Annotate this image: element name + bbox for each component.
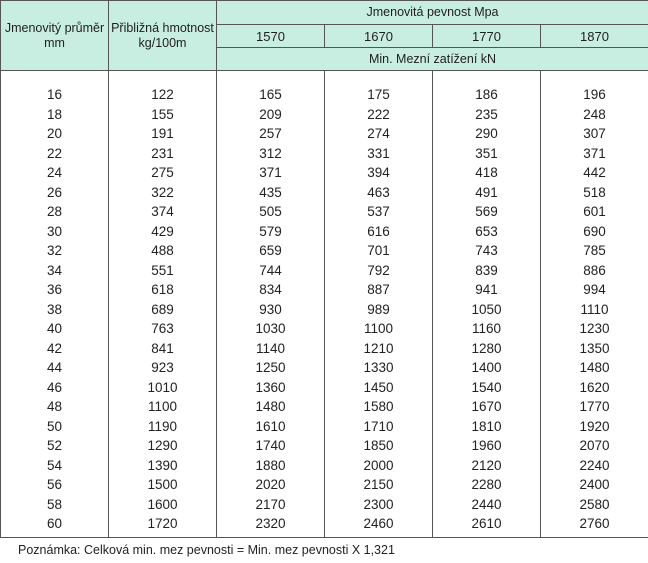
table-cell: 537 bbox=[325, 202, 433, 222]
table-cell: 1920 bbox=[541, 417, 648, 437]
table-cell: 2000 bbox=[325, 456, 433, 476]
table-cell: 40 bbox=[1, 319, 109, 339]
table-cell: 1350 bbox=[541, 339, 648, 359]
table-row bbox=[1, 124, 648, 144]
table-row bbox=[1, 436, 648, 456]
table-cell: 1810 bbox=[433, 417, 541, 437]
table-cell: 209 bbox=[217, 105, 325, 125]
table-cell: 1160 bbox=[433, 319, 541, 339]
table-cell: 2240 bbox=[541, 456, 648, 476]
table-cell: 155 bbox=[109, 105, 217, 125]
table-cell: 322 bbox=[109, 183, 217, 203]
header-weight: Přibližná hmotnost kg/100m bbox=[109, 1, 217, 71]
table-cell: 1050 bbox=[433, 300, 541, 320]
table-cell: 1480 bbox=[217, 397, 325, 417]
table-cell: 257 bbox=[217, 124, 325, 144]
table-cell: 331 bbox=[325, 144, 433, 164]
table-cell: 1740 bbox=[217, 436, 325, 456]
header-grade-1570: 1570 bbox=[217, 25, 325, 48]
table-row bbox=[1, 163, 648, 183]
table-cell: 701 bbox=[325, 241, 433, 261]
table-cell: 989 bbox=[325, 300, 433, 320]
table-cell: 165 bbox=[217, 85, 325, 105]
table-cell: 488 bbox=[109, 241, 217, 261]
table-cell: 26 bbox=[1, 183, 109, 203]
table-cell: 689 bbox=[109, 300, 217, 320]
header-grade-1870: 1870 bbox=[541, 25, 648, 48]
table-cell: 1390 bbox=[109, 456, 217, 476]
table-cell: 792 bbox=[325, 261, 433, 281]
table-cell: 1620 bbox=[541, 378, 648, 398]
table-row bbox=[1, 105, 648, 125]
table-cell: 2760 bbox=[541, 514, 648, 538]
table-cell: 52 bbox=[1, 436, 109, 456]
table-cell: 235 bbox=[433, 105, 541, 125]
table-cell: 196 bbox=[541, 85, 648, 105]
table-cell: 54 bbox=[1, 456, 109, 476]
table-cell: 551 bbox=[109, 261, 217, 281]
table-cell: 312 bbox=[217, 144, 325, 164]
table-row bbox=[1, 144, 648, 164]
table-cell: 58 bbox=[1, 495, 109, 515]
table-cell: 1230 bbox=[541, 319, 648, 339]
table-cell: 505 bbox=[217, 202, 325, 222]
table-cell: 2400 bbox=[541, 475, 648, 495]
table-cell: 1400 bbox=[433, 358, 541, 378]
spacer-cell bbox=[325, 71, 433, 86]
table-cell: 1770 bbox=[541, 397, 648, 417]
table-cell: 28 bbox=[1, 202, 109, 222]
table-cell: 1960 bbox=[433, 436, 541, 456]
table-cell: 1850 bbox=[325, 436, 433, 456]
table-cell: 1030 bbox=[217, 319, 325, 339]
table-cell: 690 bbox=[541, 222, 648, 242]
table-row bbox=[1, 456, 648, 476]
table-cell: 2070 bbox=[541, 436, 648, 456]
table-cell: 1360 bbox=[217, 378, 325, 398]
table-cell: 2150 bbox=[325, 475, 433, 495]
table-cell: 30 bbox=[1, 222, 109, 242]
table-cell: 1500 bbox=[109, 475, 217, 495]
table-row bbox=[1, 397, 648, 417]
table-row bbox=[1, 222, 648, 242]
table-cell: 371 bbox=[541, 144, 648, 164]
table-cell: 374 bbox=[109, 202, 217, 222]
table-cell: 2440 bbox=[433, 495, 541, 515]
table-cell: 274 bbox=[325, 124, 433, 144]
table-cell: 2170 bbox=[217, 495, 325, 515]
table-cell: 1710 bbox=[325, 417, 433, 437]
table-cell: 2610 bbox=[433, 514, 541, 538]
table-cell: 518 bbox=[541, 183, 648, 203]
table-cell: 1140 bbox=[217, 339, 325, 359]
table-cell: 48 bbox=[1, 397, 109, 417]
table-cell: 222 bbox=[325, 105, 433, 125]
table-row bbox=[1, 241, 648, 261]
table-cell: 1450 bbox=[325, 378, 433, 398]
table-cell: 2120 bbox=[433, 456, 541, 476]
table-row bbox=[1, 475, 648, 495]
table-row bbox=[1, 339, 648, 359]
table-cell: 1290 bbox=[109, 436, 217, 456]
table-cell: 1250 bbox=[217, 358, 325, 378]
table-cell: 60 bbox=[1, 514, 109, 538]
table-cell: 1540 bbox=[433, 378, 541, 398]
table-cell: 16 bbox=[1, 85, 109, 105]
table-cell: 34 bbox=[1, 261, 109, 281]
table-cell: 785 bbox=[541, 241, 648, 261]
table-row bbox=[1, 300, 648, 320]
table-cell: 20 bbox=[1, 124, 109, 144]
table-row bbox=[1, 514, 648, 538]
table-cell: 1100 bbox=[109, 397, 217, 417]
table-cell: 659 bbox=[217, 241, 325, 261]
table-row bbox=[1, 358, 648, 378]
table-cell: 834 bbox=[217, 280, 325, 300]
table-cell: 579 bbox=[217, 222, 325, 242]
table-cell: 1670 bbox=[433, 397, 541, 417]
table-cell: 763 bbox=[109, 319, 217, 339]
table-cell: 290 bbox=[433, 124, 541, 144]
table-cell: 36 bbox=[1, 280, 109, 300]
table-cell: 2460 bbox=[325, 514, 433, 538]
spacer-cell bbox=[541, 71, 648, 86]
table-cell: 42 bbox=[1, 339, 109, 359]
table-cell: 56 bbox=[1, 475, 109, 495]
table-row bbox=[1, 417, 648, 437]
table-cell: 1610 bbox=[217, 417, 325, 437]
table-cell: 18 bbox=[1, 105, 109, 125]
table-cell: 618 bbox=[109, 280, 217, 300]
table-cell: 32 bbox=[1, 241, 109, 261]
table-cell: 418 bbox=[433, 163, 541, 183]
table-cell: 22 bbox=[1, 144, 109, 164]
table-row bbox=[1, 261, 648, 281]
table-cell: 941 bbox=[433, 280, 541, 300]
header-diameter: Jmenovitý průměr mm bbox=[1, 1, 109, 71]
table-row bbox=[1, 183, 648, 203]
table-cell: 371 bbox=[217, 163, 325, 183]
spacer-row bbox=[1, 71, 648, 86]
table-row bbox=[1, 280, 648, 300]
table-cell: 491 bbox=[433, 183, 541, 203]
table-cell: 930 bbox=[217, 300, 325, 320]
table-cell: 248 bbox=[541, 105, 648, 125]
table-cell: 435 bbox=[217, 183, 325, 203]
table-cell: 743 bbox=[433, 241, 541, 261]
table-cell: 994 bbox=[541, 280, 648, 300]
table-body bbox=[1, 71, 648, 538]
table-row bbox=[1, 85, 648, 105]
header-grade-1770: 1770 bbox=[433, 25, 541, 48]
table-cell: 122 bbox=[109, 85, 217, 105]
table-cell: 191 bbox=[109, 124, 217, 144]
header-grade-1670: 1670 bbox=[325, 25, 433, 48]
table-cell: 1600 bbox=[109, 495, 217, 515]
table-cell: 429 bbox=[109, 222, 217, 242]
table-cell: 46 bbox=[1, 378, 109, 398]
table-cell: 394 bbox=[325, 163, 433, 183]
table-cell: 839 bbox=[433, 261, 541, 281]
spacer-cell bbox=[217, 71, 325, 86]
table-cell: 2280 bbox=[433, 475, 541, 495]
table-cell: 275 bbox=[109, 163, 217, 183]
table-cell: 653 bbox=[433, 222, 541, 242]
table-cell: 923 bbox=[109, 358, 217, 378]
table-cell: 2580 bbox=[541, 495, 648, 515]
table-cell: 1880 bbox=[217, 456, 325, 476]
table-header bbox=[1, 1, 648, 71]
table-cell: 231 bbox=[109, 144, 217, 164]
table-cell: 569 bbox=[433, 202, 541, 222]
table-row bbox=[1, 202, 648, 222]
table-cell: 463 bbox=[325, 183, 433, 203]
table-cell: 44 bbox=[1, 358, 109, 378]
table-cell: 351 bbox=[433, 144, 541, 164]
spacer-cell bbox=[109, 71, 217, 86]
table-cell: 2300 bbox=[325, 495, 433, 515]
table-row bbox=[1, 319, 648, 339]
table-row bbox=[1, 495, 648, 515]
table-cell: 2320 bbox=[217, 514, 325, 538]
table-cell: 1480 bbox=[541, 358, 648, 378]
table-cell: 1210 bbox=[325, 339, 433, 359]
table-cell: 744 bbox=[217, 261, 325, 281]
table-row bbox=[1, 378, 648, 398]
table-cell: 1190 bbox=[109, 417, 217, 437]
table-cell: 1580 bbox=[325, 397, 433, 417]
spacer-cell bbox=[1, 71, 109, 86]
table-cell: 601 bbox=[541, 202, 648, 222]
table-cell: 38 bbox=[1, 300, 109, 320]
table-cell: 887 bbox=[325, 280, 433, 300]
table-cell: 1110 bbox=[541, 300, 648, 320]
footnote: Poznámka: Celková min. mez pevnosti = Min. mez pevnosti X 1,321 bbox=[18, 543, 395, 557]
table-cell: 616 bbox=[325, 222, 433, 242]
table-cell: 1330 bbox=[325, 358, 433, 378]
table-cell: 442 bbox=[541, 163, 648, 183]
table-cell: 1100 bbox=[325, 319, 433, 339]
table-cell: 175 bbox=[325, 85, 433, 105]
table-cell: 186 bbox=[433, 85, 541, 105]
table-cell: 50 bbox=[1, 417, 109, 437]
table-cell: 24 bbox=[1, 163, 109, 183]
header-strength: Jmenovitá pevnost Mpa bbox=[217, 1, 648, 25]
table-cell: 2020 bbox=[217, 475, 325, 495]
table-cell: 841 bbox=[109, 339, 217, 359]
table-cell: 307 bbox=[541, 124, 648, 144]
table-cell: 1280 bbox=[433, 339, 541, 359]
table-cell: 886 bbox=[541, 261, 648, 281]
header-min-load: Min. Mezní zatížení kN bbox=[217, 48, 648, 71]
table-cell: 1010 bbox=[109, 378, 217, 398]
spacer-cell bbox=[433, 71, 541, 86]
table-cell: 1720 bbox=[109, 514, 217, 538]
